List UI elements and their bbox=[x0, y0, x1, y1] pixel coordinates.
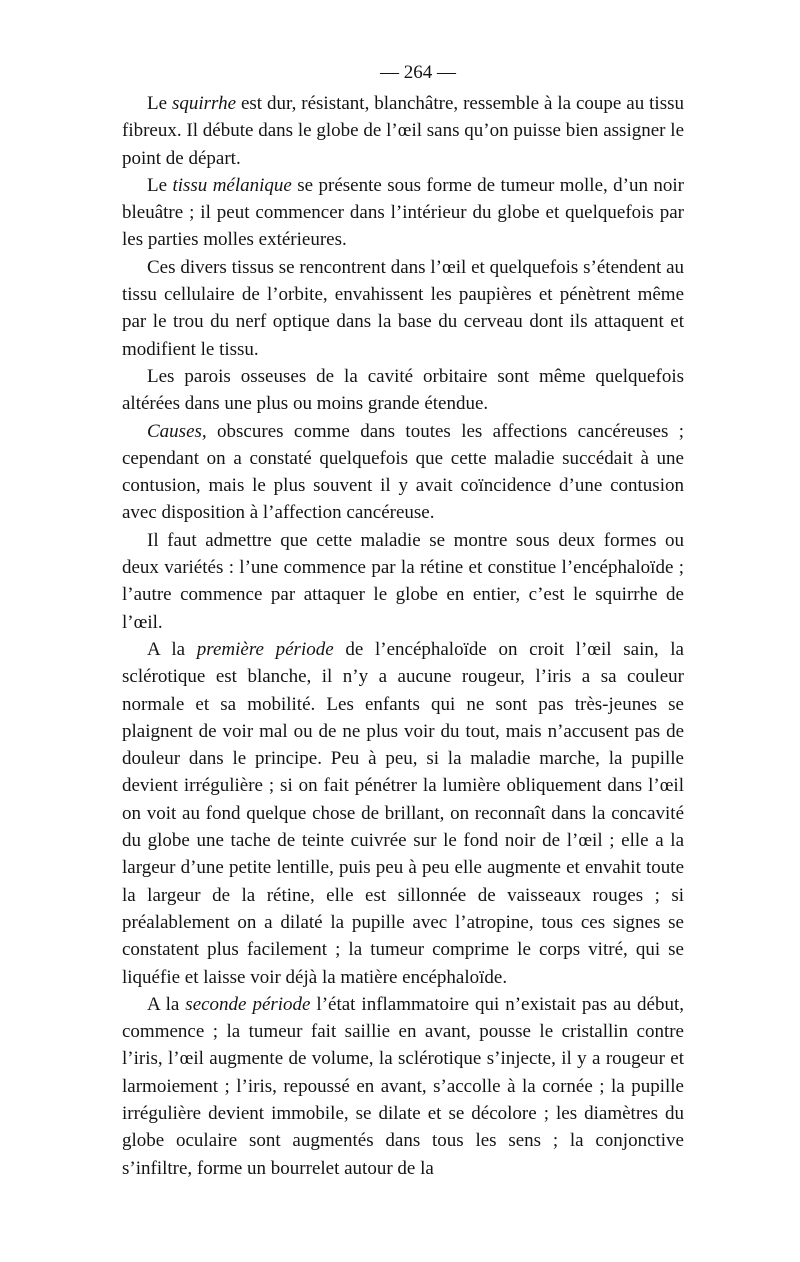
text-run: Les parois osseuses de la cavité orbitaire sont même quelquefois altérées dans une plus ou moins grande étendue. bbox=[122, 365, 684, 415]
italic-term: squirrhe bbox=[171, 93, 237, 114]
text-run: l’état inflammatoire qui n’existait pas au début, commence ; la tumeur fait saillie en avant, pousse le cristallin contre l’iris, l’œil augmente de volume, la sclérotique s’injecte, il y a rougeur et larmoiement ; l’iris, repoussé en avant, s’accolle à la cornée ; la pupille irrégulière devient immobile, se dilate et se décolore ; les diamètres du globe oculaire sont augmentés dans tous les sens ; la conjonctive s’infiltre, forme un bourrelet autour de la bbox=[122, 993, 684, 1179]
text-run: Le bbox=[147, 174, 173, 196]
paragraph bbox=[122, 254, 684, 363]
book-page bbox=[122, 62, 684, 1182]
italic-term: tissu mélanique bbox=[172, 174, 292, 196]
paragraph bbox=[122, 991, 684, 1182]
text-run: obscures comme dans toutes les affections cancéreuses ; cependant on a constaté quelquefois que cette maladie succédait à une contusion, mais le plus souvent il y avait coïncidence d’une contusion avec disposition à l’affection cancéreuse. bbox=[122, 420, 684, 524]
text-run: est dur, résistant, blanchâtre, ressemble à la coupe au tissu fibreux. Il débute dans le globe de l’œil sans qu’on puisse bien assigner le point de départ. bbox=[122, 93, 684, 169]
paragraph bbox=[122, 418, 684, 527]
paragraph bbox=[122, 172, 684, 254]
paragraph bbox=[122, 90, 684, 172]
italic-term: première période bbox=[196, 638, 334, 660]
body-text bbox=[122, 90, 684, 1182]
italic-term: seconde période bbox=[185, 993, 311, 1015]
text-run: de l’encéphaloïde on croit l’œil sain, la sclérotique est blanche, il n’y a aucune rougeur, l’iris a sa couleur normale et sa mobilité. Les enfants qui ne sont pas très-jeunes se plaignent de voir mal ou de ne plus voir du tout, mais n’accusent pas de douleur dans le principe. Peu à peu, si la maladie marche, la pupille devient irrégulière ; si on fait pénétrer la lumière obliquement dans l’œil on voit au fond quelque chose de brillant, on reconnaît dans la concavité du globe une tache de teinte cuivrée sur le fond noir de l’œil ; elle a la largeur d’une petite lentille, puis peu à peu elle augmente et envahit toute la largeur de la rétine, elle est sillonnée de vaisseaux rouges ; si préalablement on a dilaté la pupille avec l’atropine, tous ces signes se constatent plus facilement ; la tumeur comprime le corps vitré, qui se liquéfie et laisse voir déjà la matière encéphaloïde. bbox=[122, 638, 684, 988]
text-run: Il faut admettre que cette maladie se montre sous deux formes ou deux variétés : l’une commence par la rétine et constitue l’encéphaloïde ; l’autre commence par attaquer le globe en entier, c’est le squirrhe de l’œil. bbox=[122, 529, 684, 633]
paragraph bbox=[122, 527, 684, 636]
text-run: se présente sous forme de tumeur molle, d’un noir bleuâtre ; il peut commencer dans l’intérieur du globe et quelquefois par les parties molles extérieures. bbox=[122, 174, 684, 251]
italic-term: Causes, bbox=[147, 420, 207, 442]
text-run: Le bbox=[147, 93, 172, 114]
page-number: — 264 — bbox=[380, 62, 456, 83]
text-run: A la bbox=[147, 993, 186, 1015]
paragraph bbox=[122, 636, 684, 991]
text-run: Ces divers tissus se rencontrent dans l’œil et quelquefois s’étendent au tissu cellulaire de l’orbite, envahissent les paupières et pénètrent même par le trou du nerf optique dans la base du cerveau dont ils attaquent et modifient le tissu. bbox=[122, 256, 684, 360]
text-run: A la bbox=[147, 638, 197, 660]
paragraph bbox=[122, 363, 684, 418]
